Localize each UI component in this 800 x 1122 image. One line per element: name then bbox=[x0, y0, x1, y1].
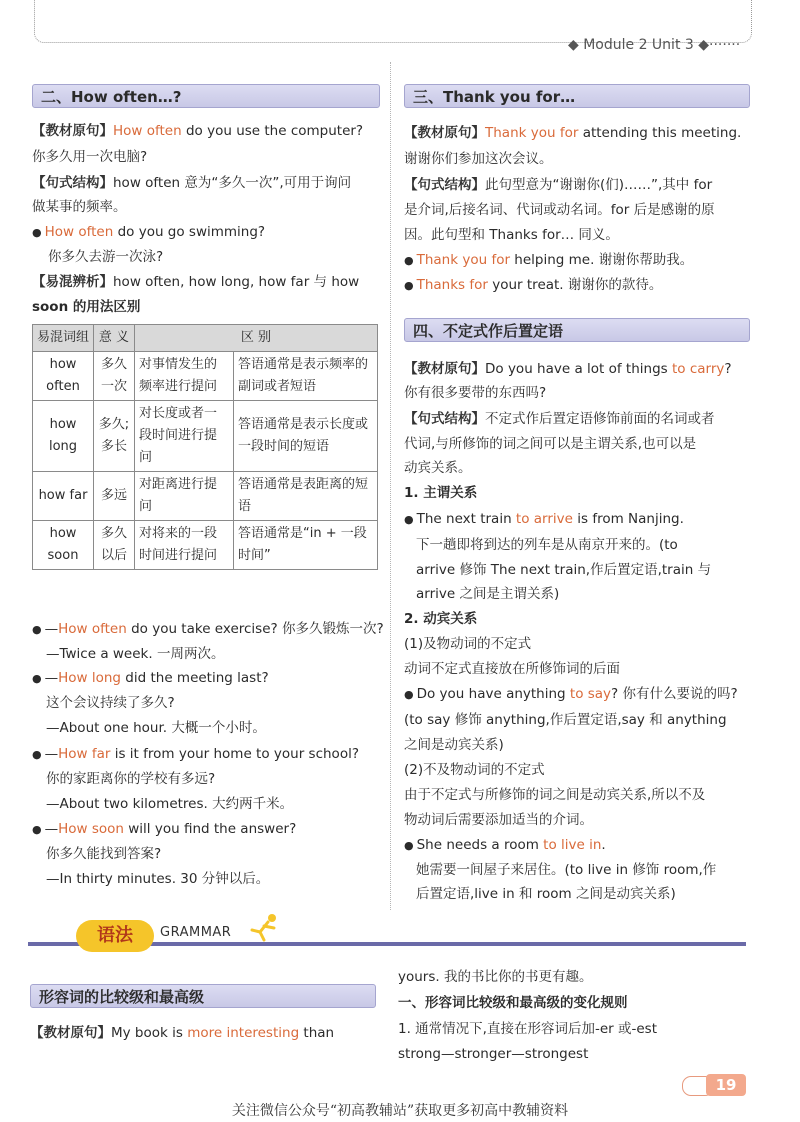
table-cell: how often bbox=[33, 352, 94, 401]
table-header-cell: 意 义 bbox=[94, 325, 135, 352]
runner-icon bbox=[246, 912, 282, 944]
grammar-right-1: yours. 我的书比你的书更有趣。 bbox=[398, 969, 593, 985]
sec2-ex-line-2: —Twice a week. 一周两次。 bbox=[46, 646, 225, 662]
table-cell: 答语通常是表距离的短语 bbox=[234, 472, 378, 521]
sec4-line-9: arrive 之间是主谓关系) bbox=[416, 586, 560, 602]
table-cell: how far bbox=[33, 472, 94, 521]
grammar-right-2: 一、形容词比较级和最高级的变化规则 bbox=[398, 995, 628, 1011]
sec4-line-8: arrive 修饰 The next train,作后置定语,train 与 bbox=[416, 562, 712, 578]
table-header-row bbox=[33, 325, 378, 352]
sec4-line-7: 下一趟即将到达的列车是从南京开来的。(to bbox=[416, 537, 678, 553]
grammar-badge: 语法 bbox=[76, 920, 154, 952]
sec4-line-14: 之间是动宾关系) bbox=[404, 737, 504, 753]
sec3-line-2: 谢谢你们参加这次会议。 bbox=[404, 151, 553, 167]
sec2-ex-line-6: ● —How far is it from your home to your school? bbox=[32, 746, 359, 762]
table-row bbox=[33, 352, 378, 401]
sec2-ex-line-9: ● —How soon will you find the answer? bbox=[32, 821, 297, 837]
grammar-line-1: 【教材原句】My book is more interesting than bbox=[30, 1025, 335, 1041]
table-header-cell: 易混词组 bbox=[33, 325, 94, 352]
grammar-right-3: 1. 通常情况下,直接在形容词后加-er 或-est bbox=[398, 1021, 657, 1037]
sec2-example-1: ● How often do you go swimming? bbox=[32, 224, 266, 240]
sec4-line-3: 【句式结构】不定式作后置定语修饰前面的名词或者 bbox=[404, 411, 715, 427]
sec2-ex-line-5: —About one hour. 大概一个小时。 bbox=[46, 720, 266, 736]
table-cell: 答语通常是“in + 一段时间” bbox=[234, 521, 378, 570]
sec4-line-11: 动词不定式直接放在所修饰词的后面 bbox=[404, 661, 620, 677]
sec4-example-2: ● Do you have anything to say? 你有什么要说的吗? bbox=[404, 686, 738, 702]
sec4-line-16: 由于不定式与所修饰的词之间是动宾关系,所以不及 bbox=[404, 787, 706, 803]
sec2-line-7: 【易混辨析】how often, how long, how far 与 how bbox=[32, 274, 360, 290]
table-row bbox=[33, 472, 378, 521]
table-cell: how soon bbox=[33, 521, 94, 570]
sec4-subtitle-1: 1. 主谓关系 bbox=[404, 485, 478, 501]
sec3-line-3: 【句式结构】此句型意为“谢谢你(们)……”,其中 for bbox=[404, 177, 713, 193]
table-header-cell: 区 别 bbox=[135, 325, 378, 352]
table-cell: 多久一次 bbox=[94, 352, 135, 401]
table-cell: 多久;多长 bbox=[94, 401, 135, 472]
sec4-subtitle-2: 2. 动宾关系 bbox=[404, 611, 478, 627]
sec2-line-8: soon 的用法区别 bbox=[32, 299, 141, 315]
table-cell: how long bbox=[33, 401, 94, 472]
sec3-line-4: 是介词,后接名词、代词或动名词。for 后是感谢的原 bbox=[404, 202, 715, 218]
sec3-line-5: 因。此句型和 Thanks for… 同义。 bbox=[404, 227, 619, 243]
section-2-header: 二、How often…? bbox=[32, 84, 380, 108]
column-divider bbox=[390, 62, 391, 910]
comparison-table bbox=[32, 324, 378, 570]
sec2-ex-line-8: —About two kilometres. 大约两千米。 bbox=[46, 796, 294, 812]
table-cell: 对距离进行提问 bbox=[135, 472, 234, 521]
sec3-line-1: 【教材原句】Thank you for attending this meeting. bbox=[404, 125, 742, 141]
sec4-line-5: 动宾关系。 bbox=[404, 460, 472, 476]
sec4-line-19: 她需要一间屋子来居住。(to live in 修饰 room,作 bbox=[416, 862, 717, 878]
section-4-header: 四、不定式作后置定语 bbox=[404, 318, 750, 342]
section-3-header: 三、Thank you for… bbox=[404, 84, 750, 108]
table-row bbox=[33, 521, 378, 570]
sec4-line-20: 后置定语,live in 和 room 之间是动宾关系) bbox=[416, 886, 676, 902]
table-cell: 对长度或者一段时间进行提问 bbox=[135, 401, 234, 472]
sec2-line-1: 【教材原句】How often do you use the computer? bbox=[32, 123, 364, 139]
sec4-line-10: (1)及物动词的不定式 bbox=[404, 636, 532, 652]
sec4-line-1: 【教材原句】Do you have a lot of things to carry? bbox=[404, 361, 732, 377]
grammar-subheader: 形容词的比较级和最高级 bbox=[30, 984, 376, 1008]
sec2-line-3: 【句式结构】how often 意为“多久一次”,可用于询问 bbox=[32, 175, 352, 191]
table-cell: 多久以后 bbox=[94, 521, 135, 570]
grammar-right-4: strong—stronger—strongest bbox=[398, 1046, 589, 1062]
sec4-example-3: ● She needs a room to live in. bbox=[404, 837, 606, 853]
table-row bbox=[33, 401, 378, 472]
table-cell: 对事情发生的频率进行提问 bbox=[135, 352, 234, 401]
sec2-ex-line-7: 你的家距离你的学校有多远? bbox=[46, 771, 216, 787]
table-cell: 多远 bbox=[94, 472, 135, 521]
grammar-label: GRAMMAR bbox=[160, 925, 232, 940]
sec4-line-15: (2)不及物动词的不定式 bbox=[404, 762, 545, 778]
sec4-line-17: 物动词后需要添加适当的介词。 bbox=[404, 812, 593, 828]
page-number: 19 bbox=[706, 1074, 746, 1096]
module-label: ◆ Module 2 Unit 3 ◆······· bbox=[568, 37, 741, 53]
sec4-line-4: 代词,与所修饰的词之间可以是主谓关系,也可以是 bbox=[404, 436, 697, 452]
sec3-example-1: ● Thank you for helping me. 谢谢你帮助我。 bbox=[404, 252, 694, 268]
sec2-ex-line-1: ● —How often do you take exercise? 你多久锻炼一次? bbox=[32, 621, 384, 637]
sec2-ex-line-10: 你多久能找到答案? bbox=[46, 846, 162, 862]
sec3-example-2: ● Thanks for your treat. 谢谢你的款待。 bbox=[404, 277, 663, 293]
sec2-ex-line-11: —In thirty minutes. 30 分钟以后。 bbox=[46, 871, 270, 887]
sec2-ex-line-3: ● —How long did the meeting last? bbox=[32, 670, 269, 686]
sec2-line-4: 做某事的频率。 bbox=[32, 199, 127, 215]
table-cell: 对将来的一段时间进行提问 bbox=[135, 521, 234, 570]
sec4-line-2: 你有很多要带的东西吗? bbox=[404, 385, 547, 401]
sec4-example-1: ● The next train to arrive is from Nanjing. bbox=[404, 511, 684, 527]
sec2-ex-line-4: 这个会议持续了多久? bbox=[46, 695, 175, 711]
table-cell: 答语通常是表示频率的副词或者短语 bbox=[234, 352, 378, 401]
sec4-line-13: (to say 修饰 anything,作后置定语,say 和 anything bbox=[404, 712, 727, 728]
sec2-example-1-cn: 你多久去游一次泳? bbox=[48, 249, 164, 265]
table-cell: 答语通常是表示长度或一段时间的短语 bbox=[234, 401, 378, 472]
sec2-line-2: 你多久用一次电脑? bbox=[32, 149, 148, 165]
footer-note: 关注微信公众号“初高教辅站”获取更多初高中教辅资料 bbox=[231, 1103, 569, 1119]
